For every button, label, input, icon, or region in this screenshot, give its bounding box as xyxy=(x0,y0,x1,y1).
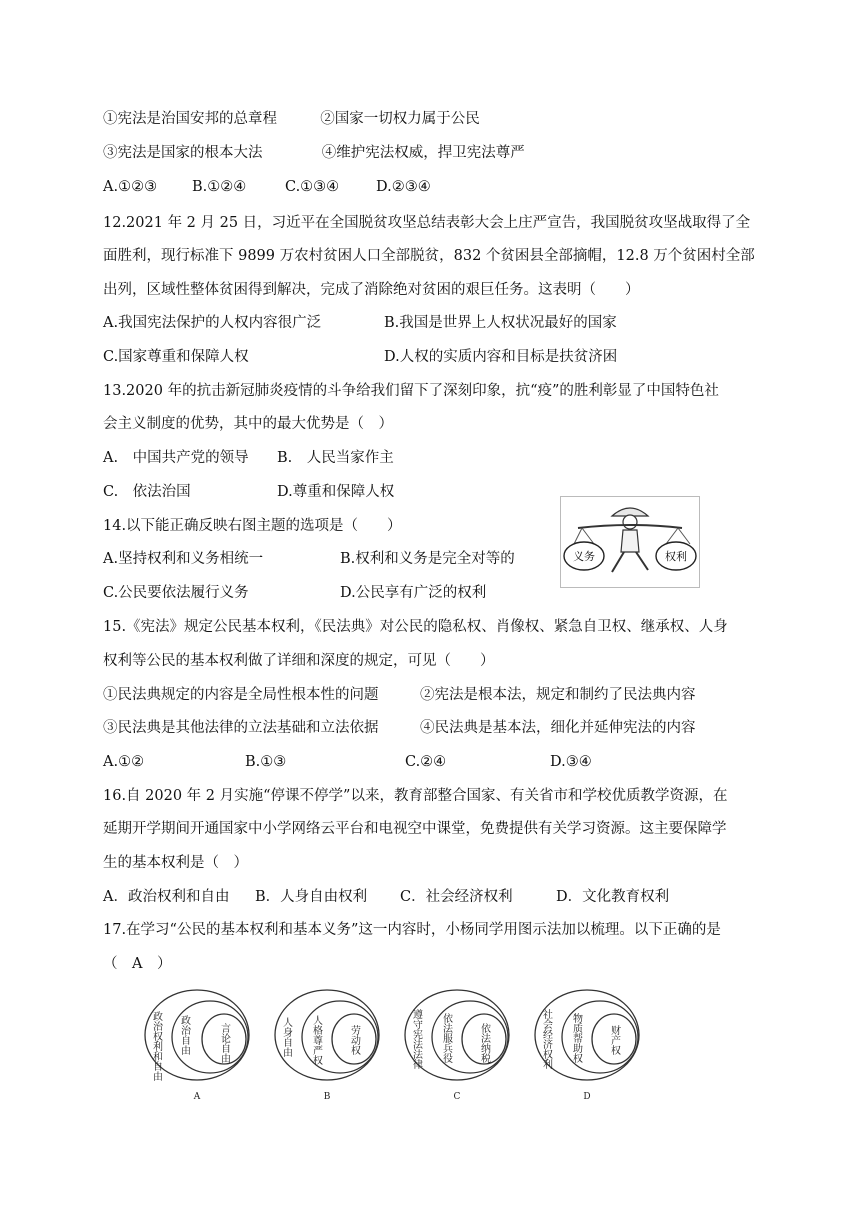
q14-option-d: D.公民享有广泛的权利 xyxy=(340,585,487,601)
q15-option-c: C.②④ xyxy=(405,754,447,770)
diagram-a-label: A xyxy=(193,1092,201,1102)
q16-option-b: B．人身自由权利 xyxy=(255,889,368,905)
diagram-a-inner-text: 言论自由 xyxy=(218,1023,230,1063)
q15-statement-4: ④民法典是基本法，细化并延伸宪法的内容 xyxy=(420,720,696,736)
diagram-b-inner-text: 劳动权 xyxy=(348,1025,360,1055)
head-icon xyxy=(623,515,637,529)
q17-stem-line2: （ A ） xyxy=(103,956,172,972)
q15-statement-3: ③民法典是其他法律的立法基础和立法依据 xyxy=(103,720,379,736)
diagram-d-outer-text: 社会经济权利 xyxy=(540,1009,552,1069)
left-bag-label: 义务 xyxy=(573,550,595,563)
q14-option-c: C.公民要依法履行义务 xyxy=(103,585,249,601)
q15-option-a: A.①② xyxy=(103,754,145,770)
q16-stem-line1: 16.自 2020 年 2 月实施“停课不停学”以来，教育部整合国家、有关省市和学校优质教学资源，在 xyxy=(103,788,728,804)
q11-statement-2: ②国家一切权力属于公民 xyxy=(320,111,480,127)
q16-option-d: D．文化教育权利 xyxy=(556,889,670,905)
q13-stem-line1: 13.2020 年的抗击新冠肺炎疫情的斗争给我们留下了深刻印象，抗“疫”的胜利彰显了中国特色社 xyxy=(103,383,719,399)
diagram-d-middle-text: 物质帮助权 xyxy=(570,1013,582,1063)
q15-stem-line1: 15.《宪法》规定公民基本权利，《民法典》对公民的隐私权、肖像权、紧急自卫权、继承权、人身 xyxy=(103,619,728,635)
diagram-c-inner-text: 依法纳税 xyxy=(478,1023,490,1063)
q12-option-a: A.我国宪法保护的人权内容很广泛 xyxy=(103,315,322,331)
q14-option-a: A.坚持权利和义务相统一 xyxy=(103,551,264,567)
diagram-b-middle-text: 人格尊严权 xyxy=(310,1015,322,1065)
q11-option-d: D.②③④ xyxy=(376,179,431,195)
q12-stem-line2: 面胜利，现行标准下 9899 万农村贫困人口全部脱贫，832 个贫困县全部摘帽，12.8 万个贫困村全部 xyxy=(103,248,755,264)
q13-option-b: B. 人民当家作主 xyxy=(277,450,394,466)
q14-option-b: B.权利和义务是完全对等的 xyxy=(340,551,515,567)
q11-option-a: A.①②③ xyxy=(103,179,158,195)
diagram-d xyxy=(535,990,639,1102)
q11-statements-row1 xyxy=(103,109,480,129)
q11-statement-4: ④维护宪法权威，捍卫宪法尊严 xyxy=(321,145,525,161)
q11-statement-3: ③宪法是国家的根本大法 xyxy=(103,145,263,161)
q13-option-d: D.尊重和保障人权 xyxy=(277,484,395,500)
diagram-c-middle-text: 依法服兵役 xyxy=(440,1013,452,1063)
q16-stem-line3: 生的基本权利是（ ） xyxy=(103,855,248,871)
diagram-c-label: C xyxy=(453,1092,461,1102)
q11-option-c: C.①③④ xyxy=(285,179,340,195)
q11-statements-row2 xyxy=(103,143,525,163)
q17-stem-line1: 17.在学习“公民的基本权利和基本义务”这一内容时，小杨同学用图示法加以梳理。以下正确的是 xyxy=(103,922,721,938)
diagram-a-outer-text: 政治权利和自由 xyxy=(150,1011,162,1081)
q12-stem-line3: 出列，区域性整体贫困得到解决，完成了消除绝对贫困的艰巨任务。这表明（ ） xyxy=(103,282,640,298)
diagram-b-label: B xyxy=(323,1092,331,1102)
q12-option-d: D.人权的实质内容和目标是扶贫济困 xyxy=(384,349,618,365)
q14-illustration xyxy=(560,496,700,588)
q16-option-a: A．政治权利和自由 xyxy=(103,889,230,905)
q13-option-a: A. 中国共产党的领导 xyxy=(103,450,249,466)
q12-option-b: B.我国是世界上人权状况最好的国家 xyxy=(384,315,617,331)
body-icon xyxy=(621,530,639,552)
diagram-c-outer-text: 遵守宪法法律 xyxy=(410,1009,422,1069)
diagram-a xyxy=(145,990,249,1102)
q11-statement-1: ①宪法是治国安邦的总章程 xyxy=(103,111,277,127)
q15-option-d: D.③④ xyxy=(550,754,592,770)
diagram-d-inner-text: 财产权 xyxy=(608,1025,620,1055)
diagram-a-middle-text: 政治自由 xyxy=(178,1015,190,1055)
diagram-b xyxy=(275,990,379,1102)
q13-stem-line2: 会主义制度的优势，其中的最大优势是（ ） xyxy=(103,416,393,432)
q14-stem: 14.以下能正确反映右图主题的选项是（ ） xyxy=(103,518,402,534)
q13-option-c: C. 依法治国 xyxy=(103,484,191,500)
diagram-d-label: D xyxy=(583,1092,591,1102)
q15-statement-1: ①民法典规定的内容是全局性根本性的问题 xyxy=(103,687,379,703)
right-bag-label: 权利 xyxy=(665,550,687,563)
q15-stem-line2: 权利等公民的基本权利做了详细和深度的规定，可见（ ） xyxy=(103,653,495,669)
diagram-c xyxy=(405,990,509,1102)
q16-option-c: C．社会经济权利 xyxy=(400,889,513,905)
q15-option-b: B.①③ xyxy=(245,754,287,770)
q11-option-b: B.①②④ xyxy=(192,179,247,195)
q17-diagrams xyxy=(140,985,650,1107)
q12-stem-line1: 12.2021 年 2 月 25 日，习近平在全国脱贫攻坚总结表彰大会上庄严宣告，我国脱贫攻坚战取得了全 xyxy=(103,215,751,231)
diagram-b-outer-text: 人身自由 xyxy=(280,1017,292,1057)
q16-stem-line2: 延期开学期间开通国家中小学网络云平台和电视空中课堂，免费提供有关学习资源。这主要保障学 xyxy=(103,821,727,837)
q12-option-c: C.国家尊重和保障人权 xyxy=(103,349,249,365)
q15-statement-2: ②宪法是根本法，规定和制约了民法典内容 xyxy=(420,687,696,703)
